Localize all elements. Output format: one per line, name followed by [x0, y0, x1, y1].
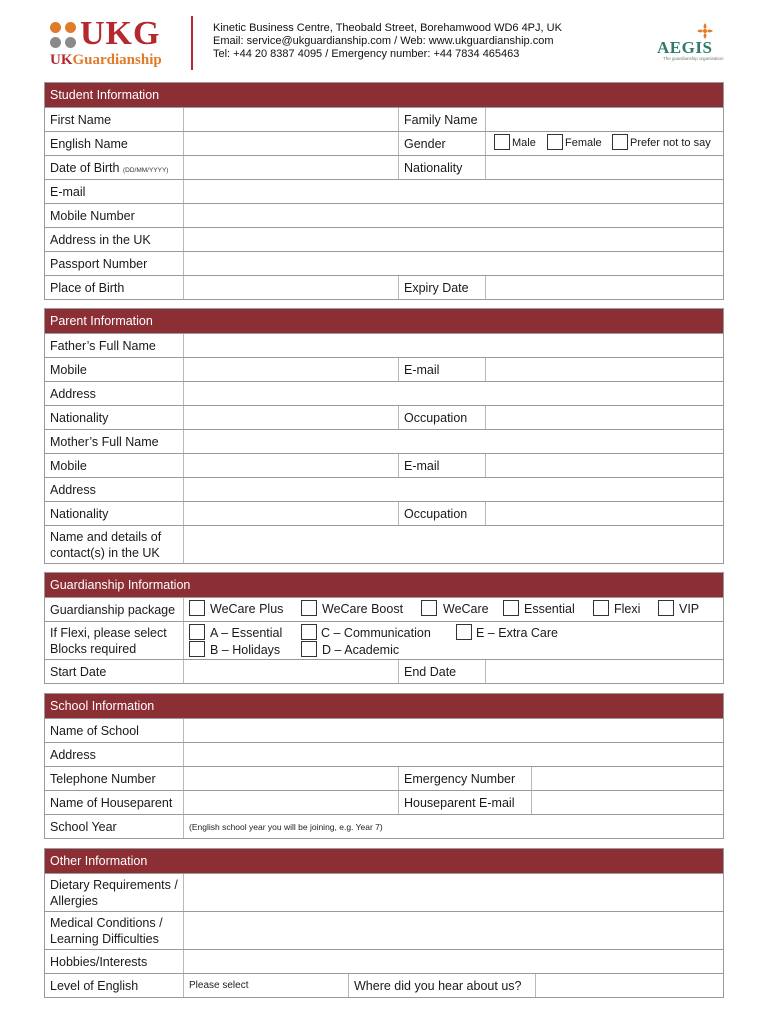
- form-row: [45, 381, 723, 405]
- aegis-logo: [655, 22, 725, 64]
- contact-block: [213, 22, 562, 61]
- form-row: [45, 155, 723, 179]
- contact-address: Kinetic Business Centre, Theobald Street, Borehamwood WD6 4PJ, UK: [213, 22, 562, 34]
- mobile-number-field[interactable]: [184, 204, 724, 227]
- hobbies-label: Hobbies/Interests: [50, 955, 148, 969]
- passport-label: Passport Number: [50, 257, 148, 271]
- mother-mobile-field[interactable]: [184, 454, 398, 477]
- school-name-field[interactable]: [184, 719, 724, 742]
- form-row: [45, 911, 723, 949]
- mother-name-label: Mother’s Full Name: [50, 435, 159, 449]
- emergency-number-field[interactable]: [532, 767, 724, 790]
- mother-name-field[interactable]: [184, 430, 724, 453]
- nationality-field[interactable]: [486, 156, 724, 179]
- contact-email-web: Email: service@ukguardianship.com / Web: www.ukguardianship.com: [213, 35, 554, 47]
- section-title: School Information: [45, 694, 723, 718]
- dob-label: Date of Birth (DD/MM/YYYY): [50, 161, 169, 175]
- form-row: [45, 790, 723, 814]
- father-nationality-field[interactable]: [184, 406, 398, 429]
- father-occupation-field[interactable]: [486, 406, 724, 429]
- school-telephone-label: Telephone Number: [50, 772, 156, 786]
- english-name-label: English Name: [50, 137, 128, 151]
- package-vip-label: VIP: [679, 602, 700, 616]
- mother-mobile-label: Mobile: [50, 459, 87, 473]
- father-nationality-label: Nationality: [50, 411, 109, 425]
- mother-occupation-field[interactable]: [486, 502, 724, 525]
- gender-female-label: Female: [565, 137, 602, 149]
- package-wecare-plus-label: WeCare Plus: [210, 602, 284, 616]
- package-wecare-boost-checkbox[interactable]: [301, 600, 317, 616]
- block-a-checkbox[interactable]: [189, 624, 205, 640]
- package-flexi-label: Flexi: [614, 602, 641, 616]
- dob-field[interactable]: [184, 156, 398, 179]
- student-information-section: [44, 82, 724, 300]
- nationality-label: Nationality: [404, 161, 463, 175]
- section-title: Parent Information: [45, 309, 723, 333]
- mother-nationality-label: Nationality: [50, 507, 109, 521]
- school-address-label: Address: [50, 748, 96, 762]
- father-address-label: Address: [50, 387, 96, 401]
- dietary-label: Dietary Requirements / Allergies: [50, 878, 178, 908]
- form-row: [45, 203, 723, 227]
- form-row: [45, 718, 723, 742]
- other-information-section: [44, 848, 724, 998]
- dob-hint: (DD/MM/YYYY): [122, 167, 169, 174]
- place-of-birth-field[interactable]: [184, 276, 398, 299]
- end-date-field[interactable]: [486, 660, 724, 683]
- mother-email-field[interactable]: [486, 454, 724, 477]
- form-row: [45, 973, 723, 997]
- logo-wordmark: UKG: [80, 15, 161, 52]
- english-name-field[interactable]: [184, 132, 398, 155]
- form-row: [45, 227, 723, 251]
- hear-about-field[interactable]: [536, 974, 724, 997]
- package-wecare-checkbox[interactable]: [421, 600, 437, 616]
- logo-dots-icon: [50, 22, 78, 50]
- mother-address-field[interactable]: [184, 478, 724, 501]
- package-vip-checkbox[interactable]: [658, 600, 674, 616]
- family-name-field[interactable]: [486, 108, 724, 131]
- block-c-checkbox[interactable]: [301, 624, 317, 640]
- mother-occupation-label: Occupation: [404, 507, 468, 521]
- gender-prefer-not-label: Prefer not to say: [630, 137, 711, 149]
- block-a-label: A – Essential: [210, 626, 283, 640]
- expiry-date-label: Expiry Date: [404, 281, 469, 295]
- houseparent-name-label: Name of Houseparent: [50, 796, 173, 810]
- english-level-select[interactable]: Please select: [189, 980, 249, 991]
- email-field[interactable]: [184, 180, 724, 203]
- father-occupation-label: Occupation: [404, 411, 468, 425]
- expiry-date-field[interactable]: [486, 276, 724, 299]
- form-row: [45, 766, 723, 790]
- father-name-label: Father’s Full Name: [50, 339, 156, 353]
- uk-contacts-field[interactable]: [184, 526, 724, 563]
- package-essential-checkbox[interactable]: [503, 600, 519, 616]
- package-label: Guardianship package: [50, 603, 176, 617]
- medical-field[interactable]: [184, 912, 724, 949]
- end-date-label: End Date: [404, 665, 457, 679]
- school-year-label: School Year: [50, 820, 117, 834]
- form-row: [45, 477, 723, 501]
- mother-nationality-field[interactable]: [184, 502, 398, 525]
- uk-address-label: Address in the UK: [50, 233, 151, 247]
- first-name-label: First Name: [50, 113, 112, 127]
- gender-female-checkbox[interactable]: [547, 134, 563, 150]
- contact-phone: Tel: +44 20 8387 4095 / Emergency number: +44 7834 465463: [213, 48, 520, 60]
- guardianship-information-section: [44, 572, 724, 684]
- block-d-label: D – Academic: [322, 643, 400, 657]
- form-row: [45, 659, 723, 683]
- father-name-field[interactable]: [184, 334, 724, 357]
- form-row: [45, 357, 723, 381]
- flexi-blocks-label: If Flexi, please select Blocks required: [50, 626, 167, 656]
- uk-address-field[interactable]: [184, 228, 724, 251]
- form-row: [45, 405, 723, 429]
- form-row: [45, 501, 723, 525]
- ukg-logo: [50, 15, 180, 70]
- letterhead: [0, 0, 770, 80]
- houseparent-email-field[interactable]: [532, 791, 724, 814]
- form-row: [45, 251, 723, 275]
- form-row: [45, 525, 723, 563]
- family-name-label: Family Name: [404, 113, 478, 127]
- form-row: [45, 333, 723, 357]
- school-telephone-field[interactable]: [184, 767, 398, 790]
- first-name-field[interactable]: [184, 108, 398, 131]
- father-mobile-field[interactable]: [184, 358, 398, 381]
- father-email-field[interactable]: [486, 358, 724, 381]
- logo-subtitle: UKGuardianship: [50, 52, 162, 68]
- father-address-field[interactable]: [184, 382, 724, 405]
- form-row: [45, 814, 723, 838]
- package-wecare-boost-label: WeCare Boost: [322, 602, 404, 616]
- block-b-label: B – Holidays: [210, 643, 281, 657]
- form-row: [45, 597, 723, 621]
- package-essential-label: Essential: [524, 602, 575, 616]
- section-title: Guardianship Information: [45, 573, 723, 597]
- block-d-checkbox[interactable]: [301, 641, 317, 657]
- aegis-tagline: The guardianship organisation: [663, 56, 724, 61]
- section-title: Student Information: [45, 83, 723, 107]
- form-row: [45, 742, 723, 766]
- houseparent-name-field[interactable]: [184, 791, 398, 814]
- gender-male-checkbox[interactable]: [494, 134, 510, 150]
- section-title: Other Information: [45, 849, 723, 873]
- uk-contacts-label: Name and details of contact(s) in the UK: [50, 530, 162, 560]
- email-label: E-mail: [50, 185, 86, 199]
- block-c-label: C – Communication: [321, 626, 431, 640]
- school-address-field[interactable]: [184, 743, 724, 766]
- package-flexi-checkbox[interactable]: [593, 600, 609, 616]
- dietary-field[interactable]: [184, 874, 724, 911]
- mobile-number-label: Mobile Number: [50, 209, 135, 223]
- father-email-label: E-mail: [404, 363, 440, 377]
- form-row: [45, 873, 723, 911]
- mother-address-label: Address: [50, 483, 96, 497]
- package-wecare-label: WeCare: [443, 602, 489, 616]
- gender-male-label: Male: [512, 137, 536, 149]
- form-row: [45, 131, 723, 155]
- emergency-number-label: Emergency Number: [404, 772, 516, 786]
- passport-field[interactable]: [184, 252, 724, 275]
- medical-label: Medical Conditions / Learning Difficulties: [50, 916, 163, 946]
- aegis-wordmark: AEGIS: [657, 38, 713, 57]
- block-b-checkbox[interactable]: [189, 641, 205, 657]
- form-row: [45, 621, 723, 659]
- parent-information-section: [44, 308, 724, 564]
- form-row: [45, 107, 723, 131]
- header-divider: [191, 16, 193, 70]
- hobbies-field[interactable]: [184, 950, 724, 973]
- english-level-label: Level of English: [50, 979, 139, 993]
- school-year-field[interactable]: (English school year you will be joining, e.g. Year 7): [189, 822, 383, 832]
- start-date-label: Start Date: [50, 665, 107, 679]
- form-row: [45, 453, 723, 477]
- block-e-label: E – Extra Care: [476, 626, 558, 640]
- form-row: [45, 275, 723, 299]
- form-row: [45, 179, 723, 203]
- package-wecare-plus-checkbox[interactable]: [189, 600, 205, 616]
- houseparent-email-label: Houseparent E-mail: [404, 796, 515, 810]
- gender-label: Gender: [404, 137, 446, 151]
- start-date-field[interactable]: [184, 660, 398, 683]
- hear-about-label: Where did you hear about us?: [354, 979, 522, 993]
- form-row: [45, 949, 723, 973]
- school-name-label: Name of School: [50, 724, 139, 738]
- form-row: [45, 429, 723, 453]
- school-information-section: [44, 693, 724, 839]
- mother-email-label: E-mail: [404, 459, 440, 473]
- gender-prefer-not-checkbox[interactable]: [612, 134, 628, 150]
- father-mobile-label: Mobile: [50, 363, 87, 377]
- place-of-birth-label: Place of Birth: [50, 281, 125, 295]
- block-e-checkbox[interactable]: [456, 624, 472, 640]
